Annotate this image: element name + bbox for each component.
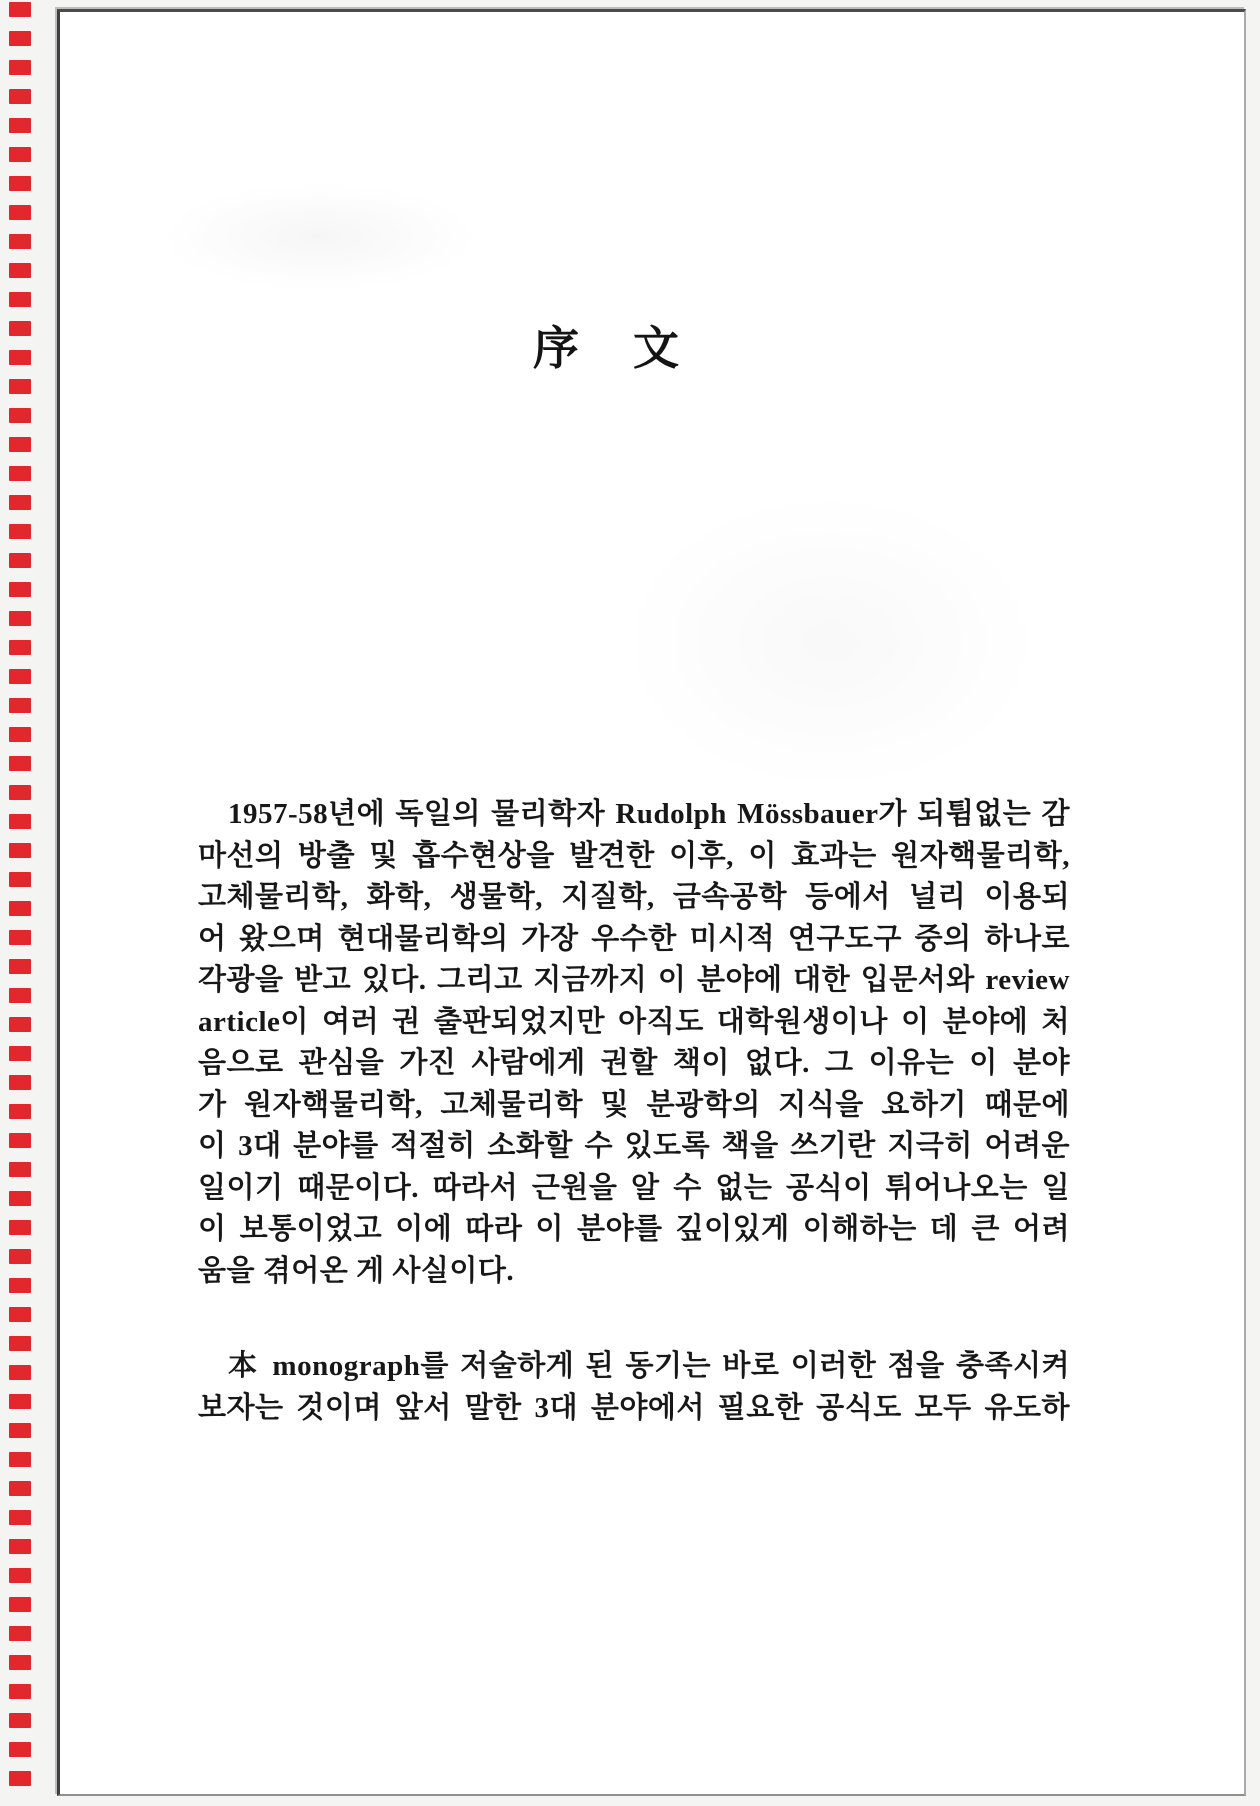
- bold-text-segment: 本 monograph: [228, 1350, 421, 1382]
- text-segment: 고체물리학, 화학, 생물학, 지질학, 금속공학 등에서 널리 이용되: [198, 881, 1070, 913]
- text-line: [198, 1346, 1070, 1388]
- film-dash: [9, 350, 31, 365]
- film-dash: [9, 1133, 31, 1148]
- film-dash: [9, 1307, 31, 1322]
- text-segment: 일이기 때문이다. 따라서 근원을 알 수 없는 공식이 튀어나오는 일: [198, 1171, 1070, 1204]
- text-segment: 보자는 것이며 앞서 말한 3대 분야에서 필요한 공식도 모두 유도하: [198, 1391, 1070, 1424]
- film-dash: [9, 727, 31, 742]
- text-line: [198, 1126, 1070, 1168]
- film-dash: [9, 1423, 31, 1438]
- film-dash: [9, 437, 31, 452]
- film-dash: [9, 1017, 31, 1032]
- film-dash: [9, 89, 31, 104]
- scan-smudge: [160, 182, 480, 292]
- film-dash: [9, 379, 31, 394]
- film-dash: [9, 988, 31, 1003]
- film-dash: [9, 1162, 31, 1177]
- text-line: [198, 1251, 1070, 1293]
- text-segment: 움을 겪어온 게 사실이다.: [198, 1254, 515, 1287]
- film-dash: [9, 1249, 31, 1264]
- film-dash: [9, 553, 31, 568]
- film-dash: [9, 60, 31, 75]
- film-dash: [9, 321, 31, 336]
- film-dash: [9, 814, 31, 829]
- text-segment: 이 여러 권 출판되었지만 아직도 대학원생이나 이 분야에 처: [280, 1005, 1070, 1038]
- film-dash: [9, 147, 31, 162]
- film-dash: [9, 524, 31, 539]
- bold-text-segment: article: [198, 1005, 281, 1038]
- film-dash: [9, 1626, 31, 1641]
- film-dash: [9, 1684, 31, 1699]
- film-dash: [9, 611, 31, 626]
- bold-text-segment: review: [985, 964, 1070, 996]
- film-dash: [9, 292, 31, 307]
- paragraph: [198, 1346, 1070, 1429]
- text-segment: 음으로 관심을 가진 사람에게 권할 책이 없다. 그 이유는 이 분야: [198, 1047, 1070, 1079]
- film-dash: [9, 1191, 31, 1206]
- text-line: [198, 877, 1070, 919]
- film-dash: [9, 234, 31, 249]
- film-dash: [9, 31, 31, 46]
- text-line: [198, 794, 1070, 836]
- text-segment: 어 왔으며 현대물리학의 가장 우수한 미시적 연구도구 중의 하나로: [198, 922, 1070, 955]
- film-dash: [9, 959, 31, 974]
- text-line: [198, 1043, 1070, 1085]
- film-dash: [9, 1220, 31, 1235]
- film-dash: [9, 1394, 31, 1409]
- film-dash: [9, 118, 31, 133]
- scan-smudge: [620, 492, 1040, 792]
- text-line: [198, 1209, 1070, 1251]
- film-dash: [9, 1568, 31, 1583]
- text-segment: 각광을 받고 있다. 그리고 지금까지 이 분야에 대한 입문서와: [198, 964, 986, 996]
- film-dash: [9, 1336, 31, 1351]
- film-dash: [9, 495, 31, 510]
- page-title: 序 文: [533, 323, 683, 374]
- film-dash: [9, 872, 31, 887]
- film-dash: [9, 1742, 31, 1757]
- body-text: [198, 794, 1070, 1429]
- text-segment: 이 3대 분야를 적절히 소화할 수 있도록 책을 쓰기란 지극히 어려운: [198, 1130, 1070, 1162]
- film-dash: [9, 205, 31, 220]
- film-dash: [9, 1452, 31, 1467]
- text-segment: 를 저술하게 된 동기는 바로 이러한 점을 충족시켜: [420, 1350, 1070, 1382]
- film-dash: [9, 901, 31, 916]
- text-line: [198, 960, 1070, 1002]
- film-dash: [9, 930, 31, 945]
- text-segment: 마선의 방출 및 흡수현상을 발견한 이후, 이 효과는 원자핵물리학,: [198, 839, 1070, 872]
- film-dash: [9, 1539, 31, 1554]
- text-line: [198, 836, 1070, 878]
- film-dash: [9, 1046, 31, 1061]
- film-dash: [9, 1655, 31, 1670]
- film-dash: [9, 640, 31, 655]
- film-dash: [9, 1713, 31, 1728]
- text-line: [198, 1388, 1070, 1430]
- film-dash: [9, 466, 31, 481]
- film-dash: [9, 263, 31, 278]
- film-dash: [9, 408, 31, 423]
- film-dash: [9, 1481, 31, 1496]
- film-dash: [9, 2, 31, 17]
- film-dash: [9, 1278, 31, 1293]
- film-dash: [9, 1510, 31, 1525]
- text-line: [198, 919, 1070, 961]
- text-line: [198, 1085, 1070, 1127]
- film-dash: [9, 698, 31, 713]
- text-segment: 이 보통이었고 이에 따라 이 분야를 깊이있게 이해하는 데 큰 어려: [198, 1213, 1070, 1245]
- film-dash: [9, 176, 31, 191]
- film-edge-marks: [9, 2, 31, 1806]
- film-dash: [9, 1365, 31, 1380]
- film-dash: [9, 1597, 31, 1612]
- film-dash: [9, 785, 31, 800]
- film-dash: [9, 1075, 31, 1090]
- film-dash: [9, 669, 31, 684]
- paragraph: [198, 794, 1070, 1292]
- film-dash: [9, 1104, 31, 1119]
- book-page: [57, 9, 1246, 1796]
- film-dash: [9, 582, 31, 597]
- text-segment: 가 원자핵물리학, 고체물리학 및 분광학의 지식을 요하기 때문에: [198, 1088, 1070, 1121]
- text-line: [198, 1002, 1070, 1044]
- film-dash: [9, 1771, 31, 1786]
- film-dash: [9, 756, 31, 771]
- text-line: [198, 1168, 1070, 1210]
- title-row: [198, 324, 1068, 375]
- film-dash: [9, 843, 31, 858]
- text-segment: 1957-58년에 독일의 물리학자 Rudolph Mössbauer가 되튐없는 감: [228, 798, 1070, 830]
